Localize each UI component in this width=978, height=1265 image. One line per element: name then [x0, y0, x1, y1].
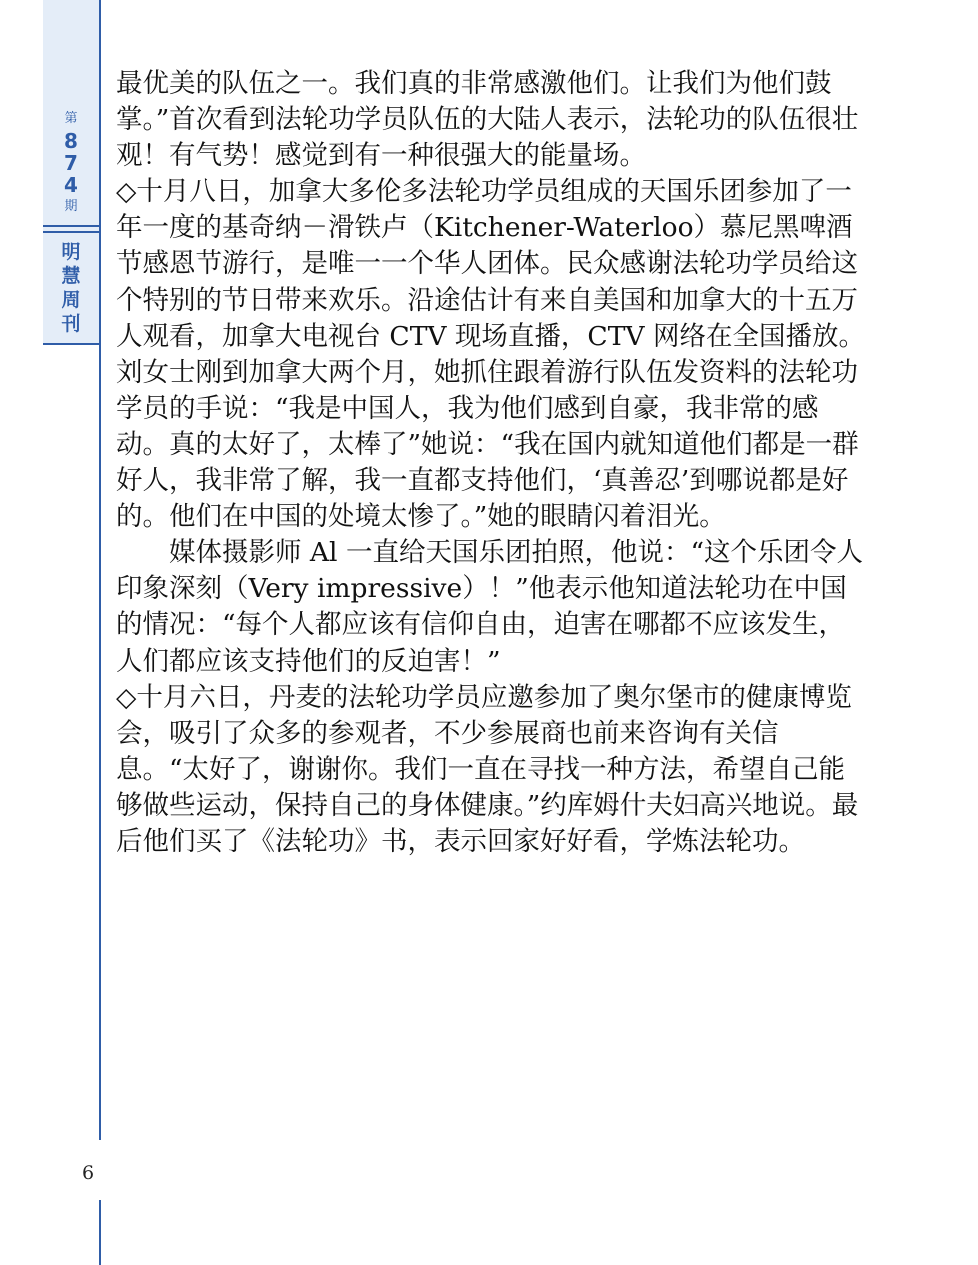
paragraph: ◇十月八日，加拿大多伦多法轮功学员组成的天国乐团参加了一年一度的基奇纳－滑铁卢（Kitchener-Waterloo）慕尼黑啤酒节感恩节游行，是唯一一个华人团体。民众感谢法轮功学员给这个特别的节日带来欢乐。沿途估计有来自美国和加拿大的十五万人观看，加拿大电视台 CTV 现场直播，CTV 网络在全国播放。刘女士刚到加拿大两个月，她抓住跟着游行队伍发资料的法轮功学员的手说：“我是中国人，我为他们感到自豪，我非常的感动。真的太好了，太棒了”她说：“我在国内就知道他们都是一群好人，我非常了解，我一直都支持他们，‘真善忍’到哪说都是好的。他们在中国的处境太惨了。”她的眼睛闪着泪光。	[116, 176, 865, 533]
vertical-rule	[99, 0, 101, 1140]
publication-char: 慧	[61, 265, 81, 287]
page-number: 6	[82, 1162, 95, 1184]
issue-digit: 7	[64, 151, 78, 175]
paragraph: ◇十月六日，丹麦的法轮功学员应邀参加了奥尔堡市的健康博览会，吸引了众多的参观者，不少参展商也前来咨询有关信息。“太好了，谢谢你。我们一直在寻找一种方法，希望自己能够做些运动，保持自己的身体健康。”约库姆什夫妇高兴地说。最后他们买了《法轮功》书，表示回家好好看，学炼法轮功。	[116, 681, 859, 857]
issue-number	[43, 108, 99, 218]
publication-char: 明	[61, 241, 81, 263]
issue-digit: 4	[64, 173, 78, 197]
article-body	[116, 66, 866, 860]
paragraph: 最优美的队伍之一。我们真的非常感激他们。让我们为他们鼓掌。”首次看到法轮功学员队伍的大陆人表示，法轮功的队伍很壮观！有气势！感觉到有一种很强大的能量场。	[116, 68, 859, 172]
publication-char: 刊	[61, 313, 81, 335]
paragraph: 媒体摄影师 Al 一直给天国乐团拍照，他说：“这个乐团令人印象深刻（Very impressive）！”他表示他知道法轮功在中国的情况：“每个人都应该有信仰自由，迫害在哪都不应该发生，人们都应该支持他们的反迫害！”	[116, 537, 864, 677]
sidebar-divider	[43, 225, 101, 227]
sidebar-bottom-rule	[43, 343, 101, 345]
issue-prefix: 第	[64, 111, 78, 126]
issue-digit: 8	[64, 129, 78, 153]
publication-name	[43, 240, 99, 336]
publication-char: 周	[61, 289, 81, 311]
issue-suffix: 期	[64, 199, 78, 214]
vertical-rule-lower	[99, 1200, 101, 1265]
sidebar-divider-double	[43, 231, 101, 233]
